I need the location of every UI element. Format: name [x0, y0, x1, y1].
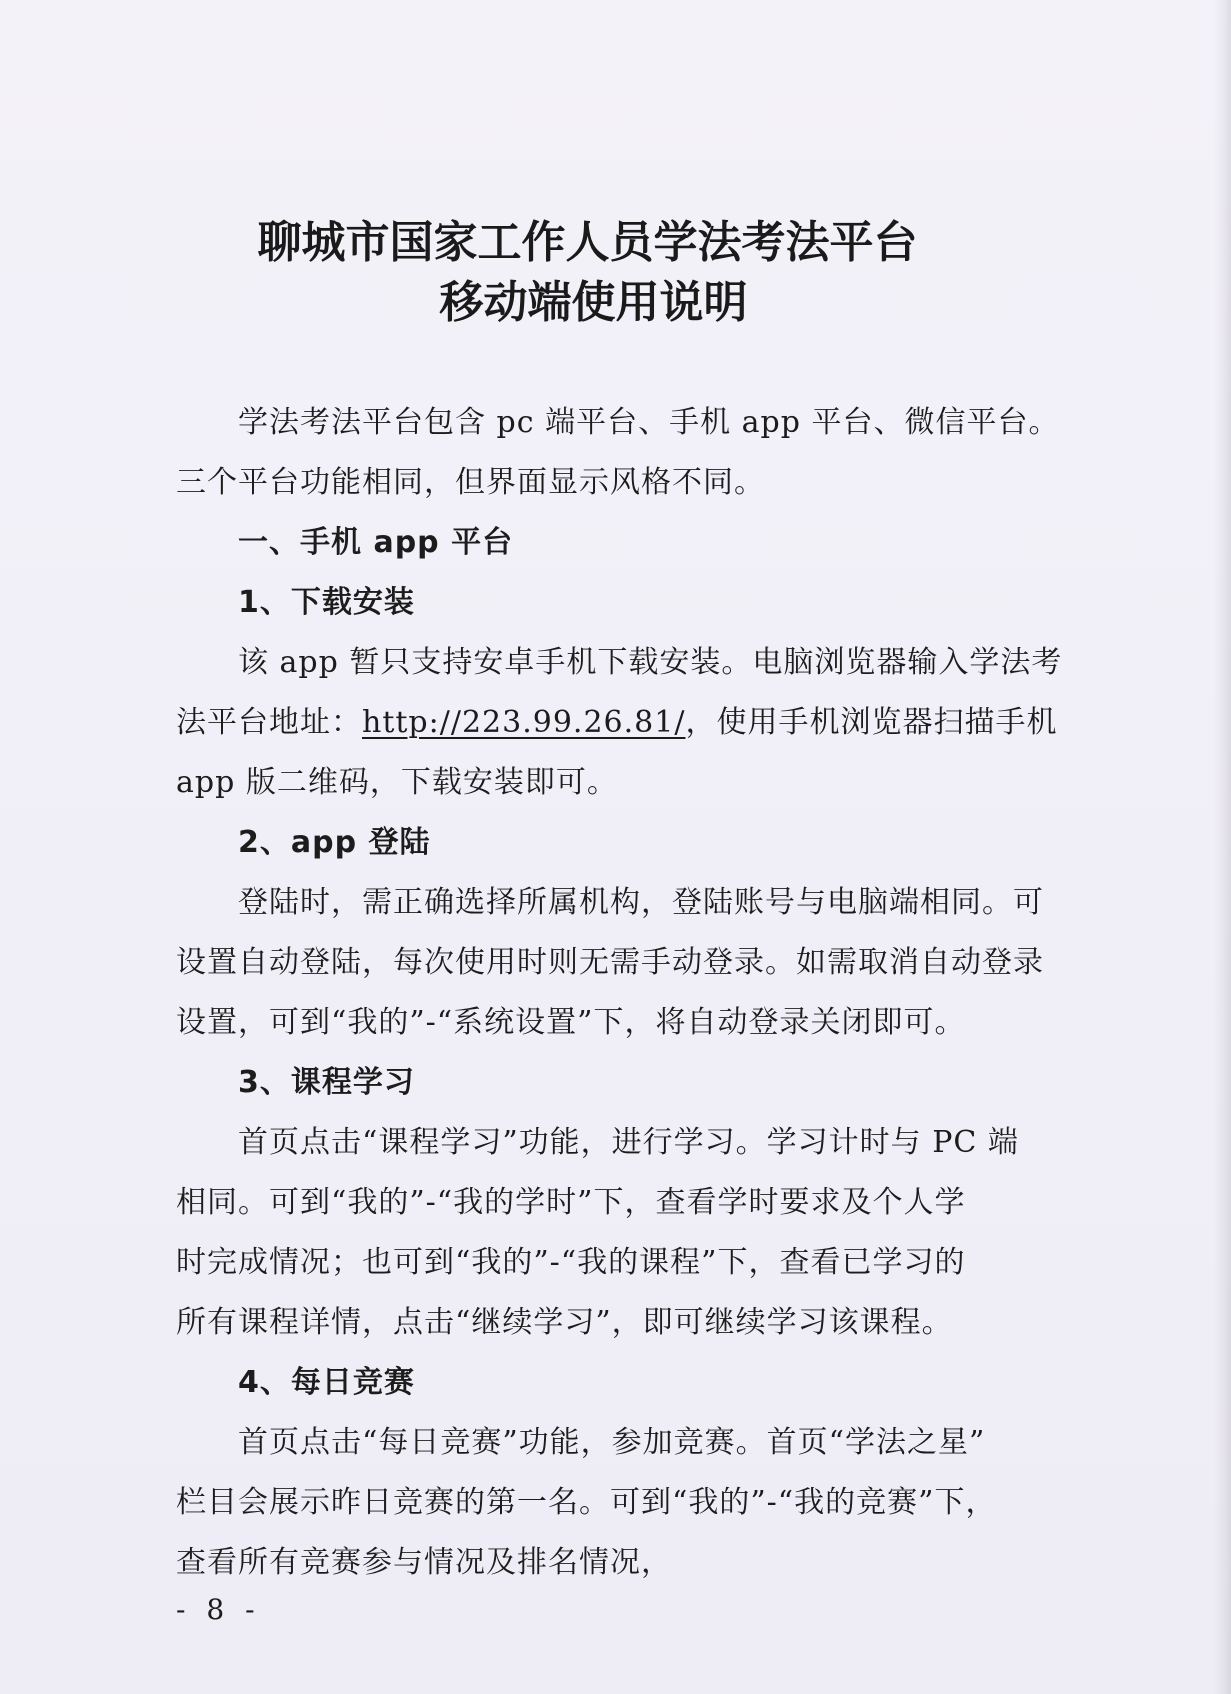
course-line-3: 时完成情况；也可到“我的”-“我的课程”下，查看已学习的: [176, 1245, 966, 1280]
download-line-2: [176, 697, 1057, 741]
contest-line-1: 首页点击“每日竞赛”功能，参加竞赛。首页“学法之星”: [238, 1425, 986, 1460]
document-title-line-2: 移动端使用说明: [439, 277, 748, 328]
platform-url-link[interactable]: http://223.99.26.81/: [362, 705, 686, 740]
course-line-2: 相同。可到“我的”-“我的学时”下，查看学时要求及个人学: [176, 1185, 966, 1220]
download-line-2-suffix: ，使用手机浏览器扫描手机: [685, 705, 1058, 740]
download-line-2-prefix: 法平台地址：: [176, 705, 362, 740]
item-heading-download: 1、下载安装: [238, 585, 415, 620]
login-line-2: 设置自动登陆，每次使用时则无需手动登录。如需取消自动登录: [176, 945, 1044, 980]
item-heading-daily-contest: 4、每日竞赛: [238, 1365, 415, 1400]
course-line-4: 所有课程详情，点击“继续学习”，即可继续学习该课程。: [176, 1305, 953, 1340]
intro-line-1: 学法考法平台包含 pc 端平台、手机 app 平台、微信平台。: [238, 405, 1060, 440]
page-edge-shadow: [1213, 0, 1231, 1694]
contest-line-3: 查看所有竞赛参与情况及排名情况，: [176, 1545, 672, 1580]
document-title-line-1: 聊城市国家工作人员学法考法平台: [257, 217, 918, 268]
contest-line-2: 栏目会展示昨日竞赛的第一名。可到“我的”-“我的竞赛”下，: [176, 1485, 997, 1520]
section-heading-mobile-app: 一、手机 app 平台: [238, 525, 514, 560]
page-number: - 8 -: [176, 1593, 261, 1626]
intro-line-2: 三个平台功能相同，但界面显示风格不同。: [176, 465, 765, 500]
login-line-3: 设置，可到“我的”-“系统设置”下，将自动登录关闭即可。: [176, 1005, 966, 1040]
login-line-1: 登陆时，需正确选择所属机构，登陆账号与电脑端相同。可: [238, 885, 1044, 920]
course-line-1: 首页点击“课程学习”功能，进行学习。学习计时与 PC 端: [238, 1125, 1019, 1160]
download-line-1: 该 app 暂只支持安卓手机下载安装。电脑浏览器输入学法考: [238, 645, 1063, 680]
item-heading-course-study: 3、课程学习: [238, 1065, 415, 1100]
download-line-3: app 版二维码，下载安装即可。: [176, 765, 618, 800]
item-heading-login: 2、app 登陆: [238, 825, 431, 860]
